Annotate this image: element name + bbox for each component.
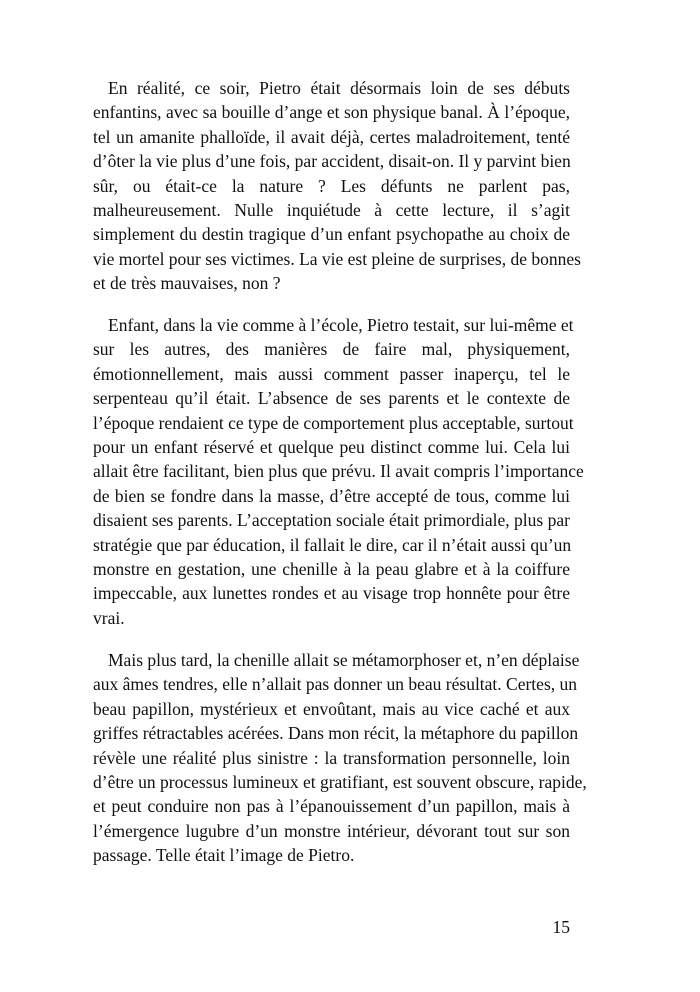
text-line: griffes rétractables acérées. Dans mon récit, la métaphore du papillon: [93, 723, 579, 744]
text-line: Mais plus tard, la chenille allait se métamorphoser et, n’en déplaise: [108, 650, 580, 670]
text-line: vie mortel pour ses victimes. La vie est pleine de surprises, de bonnes: [93, 248, 581, 269]
text-line: révèle une réalité plus sinistre : la transformation personnelle, loin: [93, 747, 570, 768]
text-line: monstre en gestation, une chenille à la peau glabre et à la coiffure: [93, 558, 570, 579]
text-line: beau papillon, mystérieux et envoûtant, mais au vice caché et aux: [93, 698, 570, 719]
paragraph-2: [93, 313, 584, 630]
text-line: sûr, ou était-ce la nature ? Les défunts ne parlent pas,: [93, 175, 570, 196]
text-line: de bien se fondre dans la masse, d’être accepté de tous, comme lui: [93, 485, 570, 506]
text-line: impeccable, aux lunettes rondes et au visage trop honnête pour être: [93, 583, 570, 604]
text-line: disaient ses parents. L’acceptation sociale était primordiale, plus par: [93, 510, 570, 531]
text-line: aux âmes tendres, elle n’allait pas donner un beau résultat. Certes, un: [93, 674, 578, 695]
text-line: et de très mauvaises, non ?: [93, 273, 281, 294]
text-line: et peut conduire non pas à l’épanouissement d’un papillon, mais à: [93, 796, 570, 817]
text-line: passage. Telle était l’image de Pietro.: [93, 845, 355, 866]
text-line: d’être un processus lumineux et gratifiant, est souvent obscure, rapide,: [93, 771, 587, 792]
page-number: 15: [552, 917, 570, 937]
text-line: pour un enfant réservé et quelque peu distinct comme lui. Cela lui: [93, 436, 570, 457]
text-line: enfantins, avec sa bouille d’ange et son physique banal. À l’époque,: [93, 102, 570, 123]
text-line: l’époque rendaient ce type de comportement plus acceptable, surtout: [93, 412, 574, 433]
text-line: Enfant, dans la vie comme à l’école, Pietro testait, sur lui-même et: [108, 315, 574, 335]
text-line: l’émergence lugubre d’un monstre intérieur, dévorant tout sur son: [93, 820, 570, 841]
text-line: sur les autres, des manières de faire mal, physiquement,: [93, 339, 570, 360]
text-line: En réalité, ce soir, Pietro était désormais loin de ses débuts: [108, 78, 570, 98]
text-line: simplement du destin tragique d’un enfant psychopathe au choix de: [93, 224, 570, 245]
text-line: serpenteau qu’il était. L’absence de ses parents et le contexte de: [93, 388, 570, 409]
paragraph-3: [93, 648, 587, 868]
text-line: allait être facilitant, bien plus que prévu. Il avait compris l’importance: [93, 461, 584, 482]
text-line: malheureusement. Nulle inquiétude à cette lecture, il s’agit: [93, 199, 570, 220]
text-line: vrai.: [93, 607, 125, 628]
text-line: d’ôter la vie plus d’une fois, par accident, disait-on. Il y parvint bien: [93, 151, 571, 172]
paragraph-1: [93, 76, 581, 296]
text-line: tel un amanite phalloïde, il avait déjà, certes maladroitement, tenté: [93, 126, 570, 147]
text-line: stratégie que par éducation, il fallait le dire, car il n’était aussi qu’un: [93, 534, 572, 555]
text-line: émotionnellement, mais aussi comment passer inaperçu, tel le: [93, 363, 570, 384]
